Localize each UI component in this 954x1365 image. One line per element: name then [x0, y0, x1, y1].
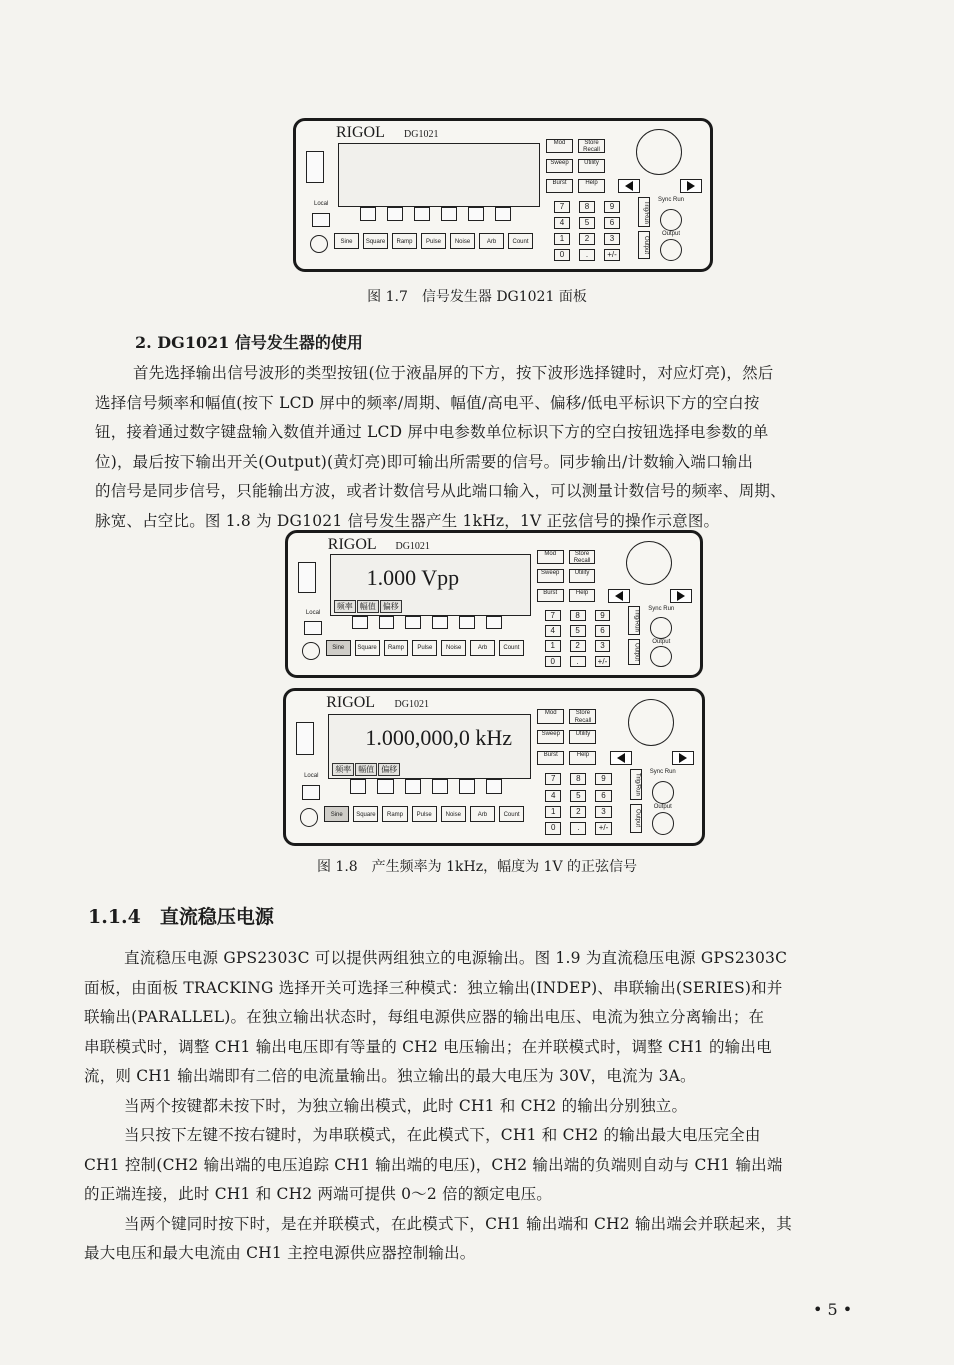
output-connector — [652, 812, 674, 835]
model-label: DG1021 — [404, 129, 439, 140]
section-2-line-0: 首先选择输出信号波形的类型按钮(位于液晶屏的下方，按下波形选择键时，对应灯亮)，然后 — [133, 364, 774, 382]
local-label: Local — [314, 201, 329, 207]
power-button[interactable] — [302, 642, 320, 659]
function-button-help[interactable]: Help — [578, 179, 605, 193]
keypad-key-7[interactable]: 2 — [570, 640, 586, 652]
wave-button-square[interactable]: Square — [353, 806, 378, 822]
keypad-key-11[interactable]: +/- — [595, 656, 611, 668]
softkey-3[interactable] — [405, 616, 421, 630]
function-button-mod[interactable]: Mod — [546, 139, 573, 153]
output-connector — [650, 646, 672, 667]
function-button-burst[interactable]: Burst — [546, 179, 573, 193]
usb-port — [296, 722, 314, 755]
keypad-key-10[interactable]: . — [570, 822, 586, 834]
keypad-key-4[interactable]: 5 — [579, 217, 595, 229]
softkey-1[interactable] — [360, 207, 376, 221]
keypad-key-9[interactable]: 0 — [554, 249, 570, 261]
wave-button-ramp[interactable]: Ramp — [392, 233, 417, 249]
section-1-1-4-p0-line-2: 联输出(PARALLEL)。在独立输出状态时，每组电源供应器的输出电压、电流为独立分离输出；在 — [84, 1008, 765, 1026]
trig-run-button[interactable]: Trig/Run — [638, 197, 650, 227]
wave-button-ramp[interactable]: Ramp — [384, 640, 409, 655]
brand-logo: RIGOL — [336, 124, 385, 141]
lcd-label-1: 幅值 — [357, 600, 379, 613]
softkey-6[interactable] — [486, 779, 502, 793]
right-arrow-icon[interactable] — [672, 751, 694, 765]
wave-button-pulse[interactable]: Pulse — [412, 640, 437, 655]
page-number: • 5 • — [813, 1300, 853, 1319]
keypad-key-0[interactable]: 7 — [554, 201, 570, 213]
keypad-key-4[interactable]: 5 — [570, 790, 586, 802]
lcd-value: 1.000,000,0 kHz — [365, 724, 513, 750]
wave-button-pulse[interactable]: Pulse — [421, 233, 446, 249]
section-2-line-5: 脉宽、占空比。图 1.8 为 DG1021 信号发生器产生 1kHz，1V 正弦信号的操作示意图。 — [95, 511, 720, 530]
softkey-4[interactable] — [432, 779, 448, 793]
function-button-sweep[interactable]: Sweep — [537, 569, 564, 582]
sync-connector — [652, 781, 674, 804]
wave-button-noise[interactable]: Noise — [441, 640, 466, 655]
keypad-key-8[interactable]: 3 — [595, 806, 611, 818]
softkey-6[interactable] — [486, 616, 502, 630]
local-label: Local — [305, 609, 321, 616]
keypad-key-6[interactable]: 1 — [545, 806, 561, 818]
local-button[interactable] — [312, 213, 330, 227]
wave-button-sine[interactable]: Sine — [324, 806, 349, 822]
section-1-1-4-heading: 1.1.4 直流稳压电源 — [88, 906, 274, 928]
figure-1-8-caption: 图 1.8 产生频率为 1kHz，幅度为 1V 的正弦信号 — [316, 859, 638, 875]
section-2-text — [95, 359, 915, 536]
keypad-key-4[interactable]: 5 — [570, 625, 586, 637]
wave-button-sine[interactable]: Sine — [334, 233, 359, 249]
wave-button-pulse[interactable]: Pulse — [412, 806, 437, 822]
softkey-6[interactable] — [495, 207, 511, 221]
local-button[interactable] — [304, 621, 322, 635]
keypad-key-1[interactable]: 8 — [570, 610, 586, 622]
wave-button-count[interactable]: Count — [499, 640, 524, 655]
lcd-value: 1.000 Vpp — [366, 564, 460, 590]
function-button-mod[interactable]: Mod — [537, 709, 564, 723]
lcd-label-0: 频率 — [332, 763, 354, 776]
signal-generator-panel-fig1-7 — [293, 118, 713, 272]
keypad-key-3[interactable]: 4 — [554, 217, 570, 229]
wave-button-arb[interactable]: Arb — [479, 233, 504, 249]
left-arrow-icon[interactable] — [610, 751, 632, 765]
section-1-1-4-p3-line-0: 当两个键同时按下时，是在并联模式，在此模式下，CH1 输出端和 CH2 输出端会并联起来，其 — [124, 1214, 792, 1233]
keypad-key-1[interactable]: 8 — [570, 773, 586, 785]
wave-button-arb[interactable]: Arb — [470, 806, 495, 822]
keypad-key-5[interactable]: 6 — [604, 217, 620, 229]
lcd-label-1: 幅值 — [355, 763, 377, 776]
keypad-key-8[interactable]: 3 — [595, 640, 611, 652]
output-button[interactable]: Output — [628, 639, 640, 666]
sync-label: Sync Run — [648, 605, 675, 612]
left-arrow-icon[interactable] — [618, 179, 640, 193]
left-arrow-icon[interactable] — [608, 589, 630, 603]
section-2-line-3: 位)，最后按下输出开关(Output)(黄灯亮)即可输出所需要的信号。同步输出/计数输入端口输出 — [95, 452, 754, 471]
section-1-1-4-p0-line-3: 串联模式时，调整 CH1 输出电压即有等量的 CH2 电压输出；在并联模式时，调整 CH1 的输出电 — [84, 1037, 772, 1056]
softkey-3[interactable] — [414, 207, 430, 221]
sync-label: Sync Run — [658, 197, 685, 203]
sync-label: Sync Run — [649, 769, 676, 776]
function-button-utility[interactable]: Utility — [569, 569, 596, 582]
softkey-4[interactable] — [441, 207, 457, 221]
section-1-1-4-p2-line-0: 当只按下左键不按右键时，为串联模式，在此模式下，CH1 和 CH2 的输出最大电压完全由 — [124, 1126, 761, 1144]
function-button-burst[interactable]: Burst — [537, 589, 564, 602]
softkey-5[interactable] — [459, 616, 475, 630]
softkey-2[interactable] — [379, 616, 395, 630]
section-1-1-4-text — [84, 944, 924, 1269]
function-button-sweep[interactable]: Sweep — [546, 159, 573, 173]
keypad-key-10[interactable]: . — [570, 656, 586, 668]
section-1-1-4-p0-line-0: 直流稳压电源 GPS2303C 可以提供两组独立的电源输出。图 1.9 为直流稳压电源 GPS2303C — [124, 949, 788, 967]
section-1-1-4-p0-line-1: 面板，由面板 TRACKING 选择开关可选择三种模式：独立输出(INDEP)、串联输出(SERIES)和并 — [84, 978, 783, 997]
softkey-1[interactable] — [350, 779, 366, 793]
section-1-1-4-p3-line-1: 最大电压和最大电流由 CH1 主控电源供应器控制输出。 — [84, 1244, 476, 1262]
output-connector — [660, 239, 682, 261]
keypad-key-11[interactable]: +/- — [604, 249, 620, 261]
function-button-sweep[interactable]: Sweep — [537, 730, 564, 744]
rotary-knob[interactable] — [626, 541, 672, 585]
section-2-line-4: 的信号是同步信号，只能输出方波，或者计数信号从此端口输入，可以测量计数信号的频率、周期、 — [95, 482, 786, 500]
wave-button-square[interactable]: Square — [363, 233, 388, 249]
softkey-5[interactable] — [468, 207, 484, 221]
softkey-5[interactable] — [459, 779, 475, 793]
wave-button-sine[interactable]: Sine — [326, 640, 351, 655]
section-1-1-4-p1-line-0: 当两个按键都未按下时，为独立输出模式，此时 CH1 和 CH2 的输出分别独立。 — [124, 1096, 688, 1115]
sync-connector — [650, 617, 672, 638]
lcd-screen — [328, 714, 531, 780]
local-button[interactable] — [302, 785, 320, 799]
softkey-1[interactable] — [352, 616, 368, 630]
keypad-key-5[interactable]: 6 — [595, 625, 611, 637]
keypad-key-7[interactable]: 2 — [570, 806, 586, 818]
output-button[interactable]: Output — [630, 804, 642, 833]
right-arrow-icon[interactable] — [670, 589, 692, 603]
section-2-line-2: 钮，接着通过数字键盘输入数值并通过 LCD 屏中电参数单位标识下方的空白按钮选择电参数的单 — [95, 423, 769, 441]
wave-button-noise[interactable]: Noise — [450, 233, 475, 249]
keypad-key-5[interactable]: 6 — [595, 790, 611, 802]
sync-connector — [660, 209, 682, 231]
local-label: Local — [304, 773, 319, 780]
lcd-screen — [338, 143, 540, 207]
lcd-label-2: 偏移 — [378, 763, 400, 776]
keypad-key-9[interactable]: 0 — [545, 822, 561, 834]
function-button-help[interactable]: Help — [569, 589, 596, 602]
power-button[interactable] — [310, 235, 328, 253]
softkey-2[interactable] — [377, 779, 393, 793]
lcd-label-0: 频率 — [334, 600, 356, 613]
model-label: DG1021 — [394, 699, 429, 711]
wave-button-noise[interactable]: Noise — [441, 806, 466, 822]
function-button-utility[interactable]: Utility — [569, 730, 596, 744]
brand-logo: RIGOL — [326, 694, 376, 712]
trig-run-button[interactable]: Trig/Run — [628, 606, 640, 635]
model-label: DG1021 — [395, 540, 430, 552]
section-1-1-4-p2-line-1: CH1 控制(CH2 输出端的电压追踪 CH1 输出端的电压)，CH2 输出端的负端则自动与 CH1 输出端 — [84, 1155, 783, 1174]
output-button[interactable]: Output — [638, 231, 650, 259]
keypad-key-2[interactable]: 9 — [595, 773, 611, 785]
function-button-store-recall[interactable]: Store Recall — [578, 139, 605, 153]
wave-button-ramp[interactable]: Ramp — [382, 806, 407, 822]
keypad-key-0[interactable]: 7 — [545, 610, 561, 622]
keypad-key-0[interactable]: 7 — [545, 773, 561, 785]
function-button-store-recall[interactable]: Store Recall — [569, 550, 596, 563]
keypad-key-7[interactable]: 2 — [579, 233, 595, 245]
trig-run-button[interactable]: Trig/Run — [630, 769, 642, 800]
keypad-key-11[interactable]: +/- — [595, 822, 611, 834]
lcd-label-2: 偏移 — [380, 600, 402, 613]
function-button-help[interactable]: Help — [569, 751, 596, 765]
signal-generator-panel-fig1-8-khz — [283, 688, 705, 846]
section-1-1-4-p0-line-4: 流，则 CH1 输出端即有二倍的电流量输出。独立输出的最大电压为 30V，电流为 3A。 — [84, 1067, 696, 1085]
rotary-knob[interactable] — [636, 129, 682, 175]
right-arrow-icon[interactable] — [680, 179, 702, 193]
power-button[interactable] — [300, 808, 318, 826]
wave-button-arb[interactable]: Arb — [470, 640, 495, 655]
brand-logo: RIGOL — [327, 535, 377, 553]
function-button-utility[interactable]: Utility — [578, 159, 605, 173]
keypad-key-2[interactable]: 9 — [595, 610, 611, 622]
keypad-key-2[interactable]: 9 — [604, 201, 620, 213]
function-button-mod[interactable]: Mod — [537, 550, 564, 563]
section-2-heading: 2. DG1021 信号发生器的使用 — [135, 333, 363, 352]
softkey-2[interactable] — [387, 207, 403, 221]
lcd-screen — [330, 554, 531, 615]
keypad-key-6[interactable]: 1 — [554, 233, 570, 245]
keypad-key-1[interactable]: 8 — [579, 201, 595, 213]
wave-button-count[interactable]: Count — [499, 806, 524, 822]
rotary-knob[interactable] — [628, 699, 674, 746]
lcd-soft-labels — [332, 763, 401, 776]
wave-button-count[interactable]: Count — [508, 233, 533, 249]
function-button-burst[interactable]: Burst — [537, 751, 564, 765]
lcd-soft-labels — [334, 600, 403, 613]
usb-port — [298, 562, 316, 593]
keypad-key-8[interactable]: 3 — [604, 233, 620, 245]
output-connector-label: Output — [653, 803, 672, 810]
section-1-1-4-p2-line-2: 的正端连接，此时 CH1 和 CH2 两端可提供 0～2 倍的额定电压。 — [84, 1185, 552, 1203]
signal-generator-panel-fig1-8-vpp — [285, 530, 703, 678]
softkey-3[interactable] — [405, 779, 421, 793]
output-connector-label: Output — [652, 638, 671, 645]
usb-port — [306, 151, 324, 183]
keypad-key-3[interactable]: 4 — [545, 790, 561, 802]
keypad-key-9[interactable]: 0 — [545, 656, 561, 668]
section-2-line-1: 选择信号频率和幅值(按下 LCD 屏中的频率/周期、幅值/高电平、偏移/低电平标识下方的空白按 — [95, 393, 760, 412]
function-button-store-recall[interactable]: Store Recall — [569, 709, 596, 723]
wave-button-square[interactable]: Square — [355, 640, 380, 655]
keypad-key-10[interactable]: . — [579, 249, 595, 261]
keypad-key-6[interactable]: 1 — [545, 640, 561, 652]
output-connector-label: Output — [662, 231, 681, 237]
keypad-key-3[interactable]: 4 — [545, 625, 561, 637]
softkey-4[interactable] — [432, 616, 448, 630]
figure-1-7-caption: 图 1.7 信号发生器 DG1021 面板 — [367, 289, 587, 305]
